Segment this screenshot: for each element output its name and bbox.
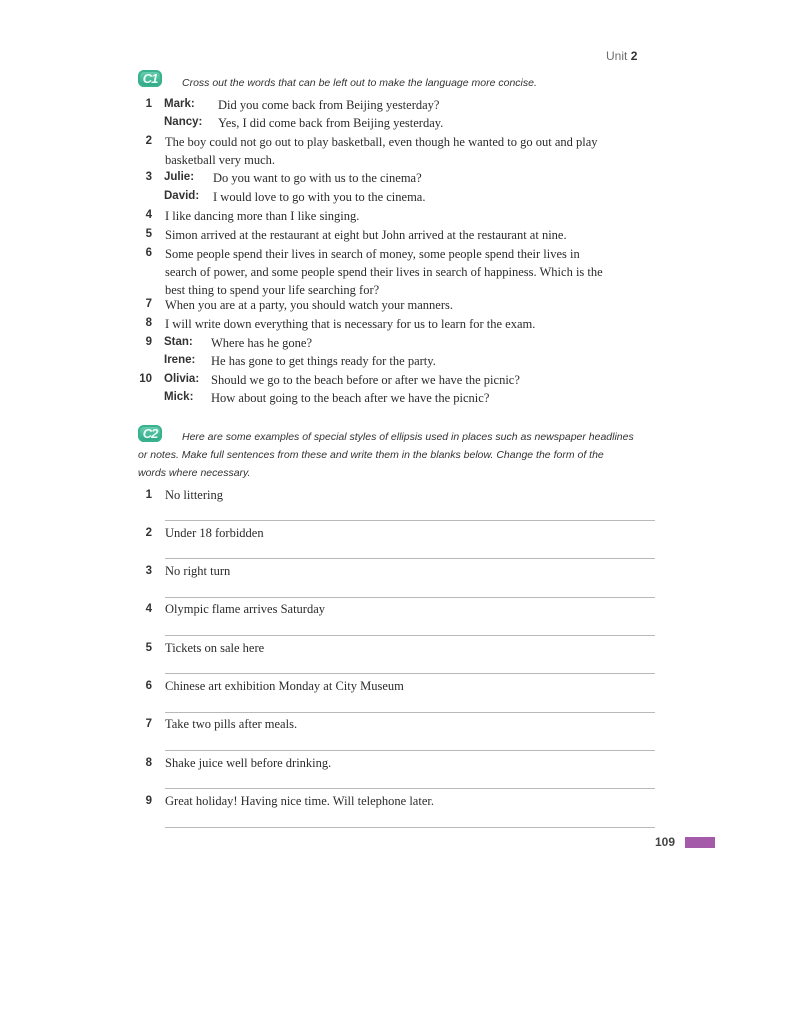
prompt-text: No littering bbox=[165, 488, 223, 502]
answer-blank[interactable] bbox=[165, 673, 655, 674]
c2-item-number: 6 bbox=[145, 680, 152, 692]
answer-blank[interactable] bbox=[165, 750, 655, 751]
c2-instruction-line: or notes. Make full sentences from these and write them in the blanks below. Change the form of the bbox=[138, 449, 604, 461]
c2-item-number: 9 bbox=[145, 795, 152, 807]
speaker-label: Irene: bbox=[164, 354, 196, 366]
prompt-text: Tickets on sale here bbox=[165, 641, 265, 655]
prompt-text: Great holiday! Having nice time. Will telephone later. bbox=[165, 794, 434, 808]
sentence-line: basketball very much. bbox=[165, 153, 276, 167]
page-accent-bar bbox=[685, 837, 715, 848]
sentence-line: I will write down everything that is necessary for us to learn for the exam. bbox=[165, 317, 536, 331]
sentence-line: Simon arrived at the restaurant at eight but John arrived at the restaurant at nine. bbox=[165, 228, 567, 242]
c1-item-number: 3 bbox=[145, 171, 152, 183]
unit-number: 2 bbox=[630, 49, 638, 63]
prompt-text: Chinese art exhibition Monday at City Museum bbox=[165, 679, 404, 693]
sentence-line: I like dancing more than I like singing. bbox=[165, 209, 360, 223]
sentence-line: best thing to spend your life searching for? bbox=[165, 283, 380, 297]
dialogue-line: Should we go to the beach before or after we have the picnic? bbox=[211, 373, 520, 387]
answer-blank[interactable] bbox=[165, 635, 655, 636]
c1-instruction: Cross out the words that can be left out to make the language more concise. bbox=[182, 77, 537, 89]
dialogue-line: Where has he gone? bbox=[211, 336, 312, 350]
answer-blank[interactable] bbox=[165, 712, 655, 713]
c2-instruction-line: Here are some examples of special styles of ellipsis used in places such as newspaper headlines bbox=[182, 431, 634, 443]
unit-label: Unit bbox=[606, 49, 628, 63]
c2-item-number: 8 bbox=[145, 757, 152, 769]
c1-item-number: 10 bbox=[139, 373, 152, 385]
c1-item-number: 1 bbox=[145, 98, 152, 110]
c1-item-number: 6 bbox=[145, 247, 152, 259]
c2-item-number: 1 bbox=[145, 489, 152, 501]
c1-item-number: 4 bbox=[145, 209, 152, 221]
dialogue-line: Do you want to go with us to the cinema? bbox=[213, 171, 422, 185]
c1-item-number: 2 bbox=[145, 135, 152, 147]
answer-blank[interactable] bbox=[165, 520, 655, 521]
speaker-label: Nancy: bbox=[164, 116, 203, 128]
c2-item-number: 2 bbox=[145, 527, 152, 539]
c1-badge: C1 bbox=[138, 70, 162, 87]
prompt-text: Shake juice well before drinking. bbox=[165, 756, 332, 770]
c2-item-number: 4 bbox=[145, 603, 152, 615]
c2-instruction-line: words where necessary. bbox=[138, 467, 251, 479]
dialogue-line: How about going to the beach after we have the picnic? bbox=[211, 391, 490, 405]
prompt-text: Olympic flame arrives Saturday bbox=[165, 602, 326, 616]
dialogue-line: He has gone to get things ready for the party. bbox=[211, 354, 436, 368]
dialogue-line: Yes, I did come back from Beijing yesterday. bbox=[218, 116, 444, 130]
speaker-label: Mark: bbox=[164, 98, 195, 110]
c2-item-number: 5 bbox=[145, 642, 152, 654]
c2-badge: C2 bbox=[138, 425, 162, 442]
c1-item-number: 7 bbox=[145, 298, 152, 310]
speaker-label: Olivia: bbox=[164, 373, 200, 385]
prompt-text: No right turn bbox=[165, 564, 231, 578]
page-number: 109 bbox=[655, 835, 676, 849]
answer-blank[interactable] bbox=[165, 827, 655, 828]
dialogue-line: Did you come back from Beijing yesterday? bbox=[218, 98, 440, 112]
unit-header bbox=[606, 49, 637, 63]
answer-blank[interactable] bbox=[165, 558, 655, 559]
c1-item-number: 8 bbox=[145, 317, 152, 329]
prompt-text: Take two pills after meals. bbox=[165, 717, 298, 731]
c1-item-number: 9 bbox=[145, 336, 152, 348]
sentence-line: search of power, and some people spend their lives in search of happiness. Which is the bbox=[165, 265, 603, 279]
speaker-label: David: bbox=[164, 190, 200, 202]
speaker-label: Mick: bbox=[164, 391, 194, 403]
answer-blank[interactable] bbox=[165, 788, 655, 789]
speaker-label: Julie: bbox=[164, 171, 195, 183]
c1-item-number: 5 bbox=[145, 228, 152, 240]
c2-item-number: 3 bbox=[145, 565, 152, 577]
answer-blank[interactable] bbox=[165, 597, 655, 598]
sentence-line: When you are at a party, you should watch your manners. bbox=[165, 298, 453, 312]
speaker-label: Stan: bbox=[164, 336, 193, 348]
sentence-line: Some people spend their lives in search of money, some people spend their lives in bbox=[165, 247, 580, 261]
prompt-text: Under 18 forbidden bbox=[165, 526, 264, 540]
sentence-line: The boy could not go out to play basketball, even though he wanted to go out and play bbox=[165, 135, 598, 149]
c2-item-number: 7 bbox=[145, 718, 152, 730]
dialogue-line: I would love to go with you to the cinema. bbox=[213, 190, 426, 204]
